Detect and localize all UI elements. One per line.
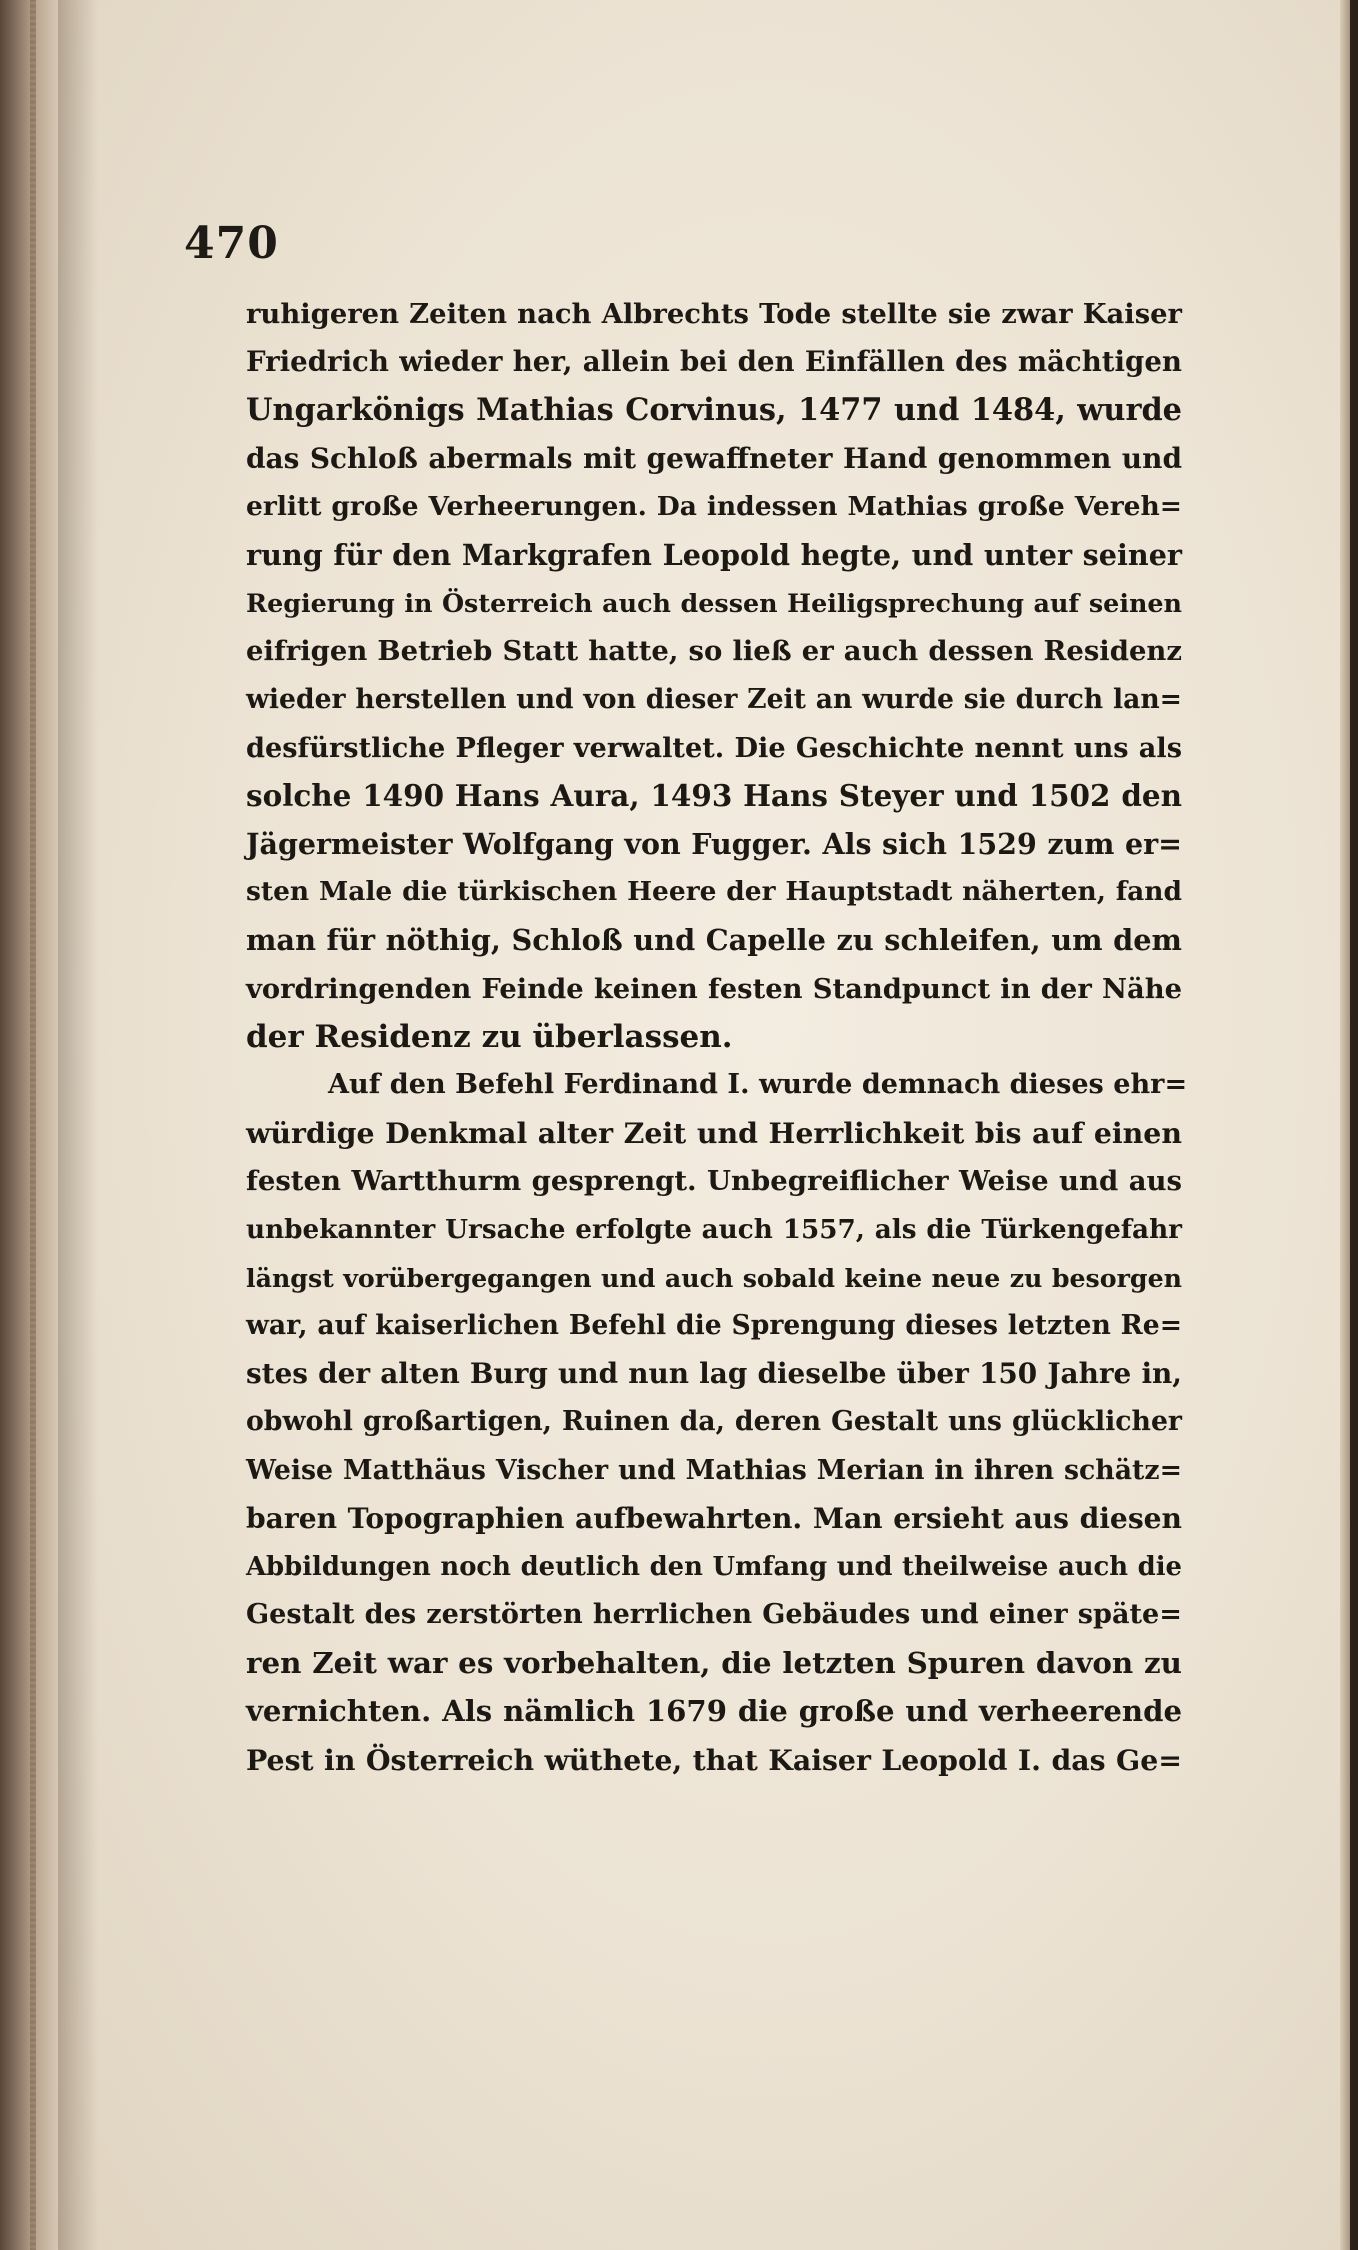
- text-line: ruhigeren Zeiten nach Albrechts Tode stellte sie zwar Kaiser: [246, 298, 1182, 330]
- text-line: man für nöthig, Schloß und Capelle zu schleifen, um dem: [246, 923, 1182, 958]
- text-line: vordringenden Feinde keinen festen Standpunct in der Nähe: [246, 972, 1182, 1005]
- text-line: Gestalt des zerstörten herrlichen Gebäudes und einer späte=: [246, 1599, 1182, 1631]
- paragraph-start-line: Auf den Befehl Ferdinand I. wurde demnach dieses ehr=: [328, 1069, 1188, 1100]
- text-line: rung für den Markgrafen Leopold hegte, und unter seiner: [246, 537, 1182, 572]
- paragraph-end-line: der Residenz zu überlassen.: [246, 1018, 733, 1055]
- text-line: Weise Matthäus Vischer und Mathias Merian in ihren schätz=: [246, 1454, 1182, 1486]
- text-line: war, auf kaiserlichen Befehl die Sprengung dieses letzten Re=: [246, 1309, 1182, 1341]
- text-line: wieder herstellen und von dieser Zeit an wurde sie durch lan=: [246, 683, 1182, 715]
- text-line: sten Male die türkischen Heere der Hauptstadt näherten, fand: [246, 876, 1182, 908]
- text-line: baren Topographien aufbewahrten. Man ersieht aus diesen: [246, 1501, 1182, 1535]
- text-line: das Schloß abermals mit gewaffneter Hand genommen und: [246, 441, 1182, 475]
- text-line: erlitt große Verheerungen. Da indessen Mathias große Vereh=: [246, 490, 1182, 522]
- text-line: Abbildungen noch deutlich den Umfang und theilweise auch die: [246, 1551, 1182, 1582]
- text-line: längst vorübergegangen und auch sobald keine neue zu besorgen: [246, 1262, 1182, 1293]
- body-text: [246, 290, 1188, 1784]
- text-line: vernichten. Als nämlich 1679 die große und verheerende: [246, 1694, 1182, 1729]
- text-line: Jägermeister Wolfgang von Fugger. Als sich 1529 zum er=: [246, 827, 1182, 862]
- text-line: eifrigen Betrieb Statt hatte, so ließ er auch dessen Residenz: [246, 635, 1182, 668]
- text-line: Pest in Österreich wüthete, that Kaiser Leopold I. das Ge=: [246, 1742, 1182, 1777]
- text-line: solche 1490 Hans Aura, 1493 Hans Steyer und 1502 den: [246, 777, 1182, 813]
- text-line: desfürstliche Pfleger verwaltet. Die Geschichte nennt uns als: [246, 731, 1182, 764]
- binding-edge: [30, 0, 36, 2250]
- book-binding: [0, 0, 58, 2250]
- page-number: 470: [184, 218, 279, 269]
- text-line: Ungarkönigs Mathias Corvinus, 1477 und 1484, wurde: [246, 392, 1182, 429]
- gutter-shadow: [58, 0, 98, 2250]
- text-line: obwohl großartigen, Ruinen da, deren Gestalt uns glücklicher: [246, 1406, 1182, 1438]
- text-line: würdige Denkmal alter Zeit und Herrlichkeit bis auf einen: [246, 1116, 1182, 1151]
- text-line: unbekannter Ursache erfolgte auch 1557, als die Türkengefahr: [246, 1213, 1182, 1245]
- text-line: Friedrich wieder her, allein bei den Einfällen des mächtigen: [246, 345, 1182, 379]
- text-line: ren Zeit war es vorbehalten, die letzten Spuren davon zu: [246, 1645, 1182, 1681]
- page-edge: [1340, 0, 1350, 2250]
- text-line: Regierung in Österreich auch dessen Heiligsprechung auf seinen: [246, 588, 1182, 619]
- text-line: festen Wartthurm gesprengt. Unbegreiflicher Weise und aus: [246, 1165, 1182, 1198]
- text-line: stes der alten Burg und nun lag dieselbe über 150 Jahre in,: [246, 1357, 1182, 1391]
